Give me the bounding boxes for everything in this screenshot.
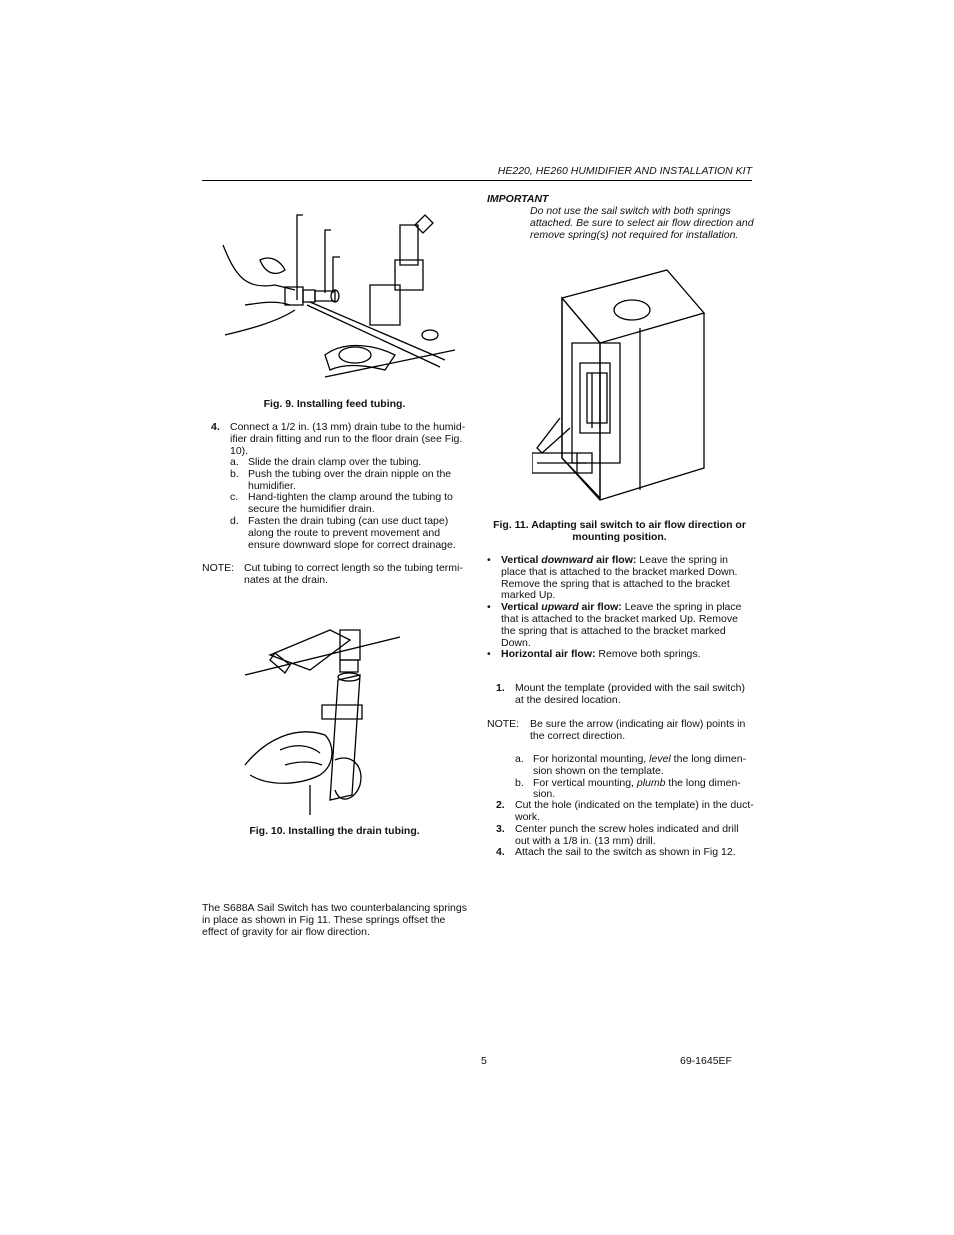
step1-text: Mount the template (provided with the sail switch) at the desired location. [515, 682, 745, 706]
step4-number: 4. [211, 421, 220, 433]
fig10-caption: Fig. 10. Installing the drain tubing. [249, 825, 420, 837]
step4-right-number: 4. [496, 846, 505, 858]
note-label: NOTE: [202, 562, 235, 574]
step4-right-text: Attach the sail to the switch as shown in Fig 12. [515, 846, 736, 858]
bullet-downward: • Vertical downward air flow: Leave the spring in place that is attached to the bracket marked Down. Remove the spring that is attached to the bracket marked Up. [487, 554, 738, 602]
airflow-bullets [487, 555, 755, 661]
fig10-illustration [240, 625, 405, 815]
bullet-upward: • Vertical upward air flow: Leave the spring in place that is attached to the bracket marked Up. Remove the spring that is attached to the bracket marked Down. [487, 601, 742, 649]
step4-text: Connect a 1/2 in. (13 mm) drain tube to the humid- ifier drain fitting and run to the floor drain (see Fig. 10). [230, 421, 466, 457]
fig11-caption: Fig. 11. Adapting sail switch to air flow direction or mounting position. [493, 519, 746, 543]
page-number: 5 [481, 1055, 487, 1067]
important-text: Do not use the sail switch with both springs attached. Be sure to select air flow direction and remove spring(s) not required for installation. [530, 205, 754, 241]
bullet-horizontal: • Horizontal air flow: Remove both springs. [487, 648, 701, 661]
sail-switch-paragraph: The S688A Sail Switch has two counterbalancing springs in place as shown in Fig 11. These springs offset the effect of gravity for air flow direction. [202, 902, 467, 938]
header-rule [202, 180, 752, 181]
page-header: HE220, HE260 HUMIDIFIER AND INSTALLATION KIT [497, 165, 752, 177]
fig9-caption: Fig. 9. Installing feed tubing. [263, 398, 406, 410]
step3-number: 3. [496, 823, 505, 835]
note-text-right: Be sure the arrow (indicating air flow) points in the correct direction. [530, 718, 746, 742]
step2-number: 2. [496, 799, 505, 811]
step3-text: Center punch the screw holes indicated and drill out with a 1/8 in. (13 mm) drill. [515, 823, 739, 847]
fig11-illustration [532, 268, 707, 503]
step2-text: Cut the hole (indicated on the template) in the duct- work. [515, 799, 754, 823]
step1-number: 1. [496, 682, 505, 694]
step4-subitems: a. Slide the drain clamp over the tubing. b. Push the tubing over the drain nipple on the humidifier. c. Hand-tighten the clamp around the tubing to secure the humidifier drain. d. Fasten the drain tubing (can use duct tape) along the route to prevent movement and ensure downward slope for correct drainage. [230, 456, 456, 551]
important-label: IMPORTANT [487, 193, 549, 205]
fig9-illustration [215, 205, 460, 390]
note-label-right: NOTE: [487, 718, 520, 730]
note-text: Cut tubing to correct length so the tubing termi- nates at the drain. [244, 562, 463, 586]
mounting-subitems: a. For horizontal mounting, level the long dimen- sion shown on the template. b. For vertical mounting, plumb the long dimen- sion. [515, 753, 747, 801]
document-number: 69-1645EF [680, 1055, 732, 1067]
